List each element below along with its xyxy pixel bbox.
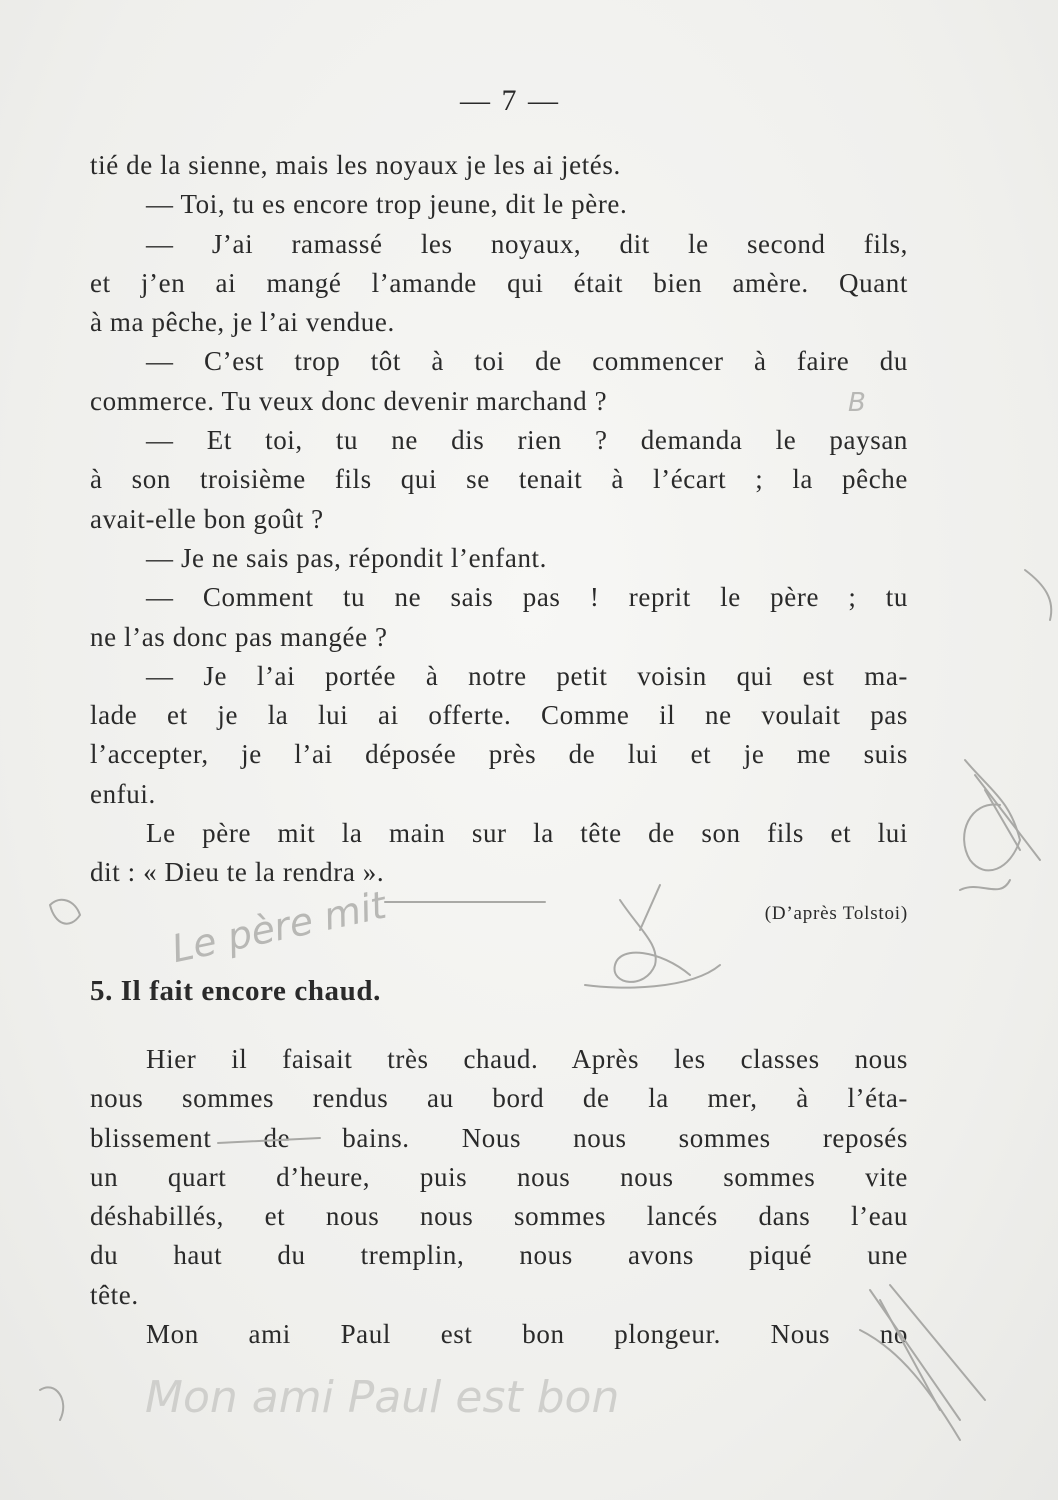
section-line: nous sommes rendus au bord de la mer, à l’éta- [90,1083,908,1114]
story-line: enfui. [90,778,156,809]
story-line: — Je l’ai portée à notre petit voisin qui est ma- [146,660,908,691]
section-line: tête. [90,1279,139,1310]
story-line: lade et je la lui ai offerte. Comme il ne voulait pas [90,700,908,731]
section-line: blissement de bains. Nous nous sommes reposés [90,1122,908,1153]
section-title: 5. Il fait encore chaud. [90,975,381,1007]
section-text [90,1040,908,1354]
section-line: du haut du tremplin, nous avons piqué une [90,1240,908,1271]
story-text [90,146,908,893]
story-line: — Toi, tu es encore trop jeune, dit le père. [146,189,628,220]
story-line: tié de la sienne, mais les noyaux je les ai jetés. [90,150,621,180]
pencil-note-b-mark: B [848,388,866,418]
story-line: l’accepter, je l’ai déposée près de lui et je me suis [90,739,908,770]
story-line: — Comment tu ne sais pas ! reprit le père ; tu [146,582,908,613]
story-line: — J’ai ramassé les noyaux, dit le second fils, [146,228,908,259]
story-line: commerce. Tu veux donc devenir marchand ? [90,385,608,416]
story-line: à ma pêche, je l’ai vendue. [90,307,395,338]
section-line: Mon ami Paul est bon plongeur. Nous no [146,1319,908,1350]
page-number: — 7 — [460,84,560,117]
pencil-note-le-pere-mit: Le père mit [167,882,390,972]
section-line: un quart d’heure, puis nous nous sommes vite [90,1161,908,1192]
story-line: à son troisième fils qui se tenait à l’écart ; la pêche [90,464,908,495]
attribution: (D’après Tolstoi) [764,903,908,924]
story-line: — Je ne sais pas, répondit l’enfant. [146,542,547,573]
story-line: — Et toi, tu ne dis rien ? demanda le paysan [146,425,908,456]
section-line: déshabillés, et nous nous sommes lancés dans l’eau [90,1201,908,1232]
pencil-note-mon-ami: Mon ami Paul est bon [145,1372,620,1423]
section-line: Hier il faisait très chaud. Après les classes nous [146,1044,908,1074]
story-line: dit : « Dieu te la rendra ». [90,857,385,888]
story-line: Le père mit la main sur la tête de son fils et lui [146,818,908,849]
story-line: et j’en ai mangé l’amande qui était bien amère. Quant [90,267,908,298]
story-line: avait-elle bon goût ? [90,503,324,534]
story-line: — C’est trop tôt à toi de commencer à faire du [146,346,908,377]
story-line: ne l’as donc pas mangée ? [90,621,388,652]
